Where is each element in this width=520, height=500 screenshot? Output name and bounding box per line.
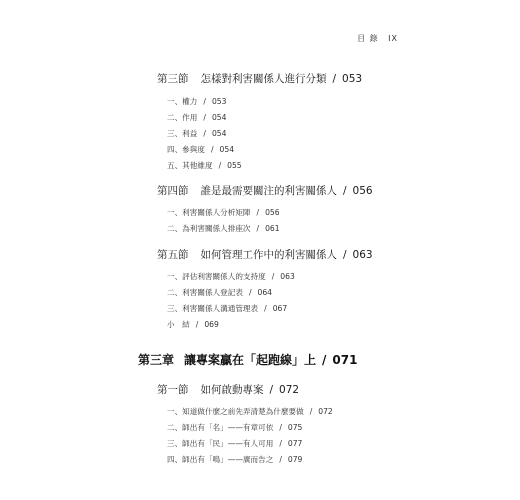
- header-label: 目 錄: [357, 34, 379, 43]
- toc-title: 如何啟動專案: [200, 384, 264, 396]
- toc-page-number: 053: [211, 97, 227, 106]
- toc-item: [167, 319, 219, 330]
- toc-item: [167, 160, 242, 171]
- toc-separator: /: [269, 384, 274, 396]
- toc-item: [167, 303, 287, 314]
- toc-separator: /: [203, 97, 206, 106]
- toc-separator: /: [322, 353, 327, 367]
- toc-title: 三、利益: [167, 129, 198, 138]
- toc-separator: /: [210, 145, 214, 154]
- toc-item: [167, 96, 226, 107]
- toc-page-number: 054: [211, 113, 227, 122]
- toc-page-number: 064: [257, 288, 272, 297]
- toc-separator: /: [279, 423, 282, 432]
- toc-title: 誰是最需要關注的利害關係人: [200, 185, 337, 197]
- toc-separator: /: [218, 161, 222, 170]
- toc-title: 怎樣對利害關係人進行分類: [200, 73, 327, 85]
- toc-separator: /: [264, 304, 267, 313]
- toc-separator: /: [203, 113, 206, 122]
- toc-page-number: 063: [280, 272, 295, 281]
- toc-title: 一、利害關係人分析矩陣: [167, 208, 251, 217]
- toc-page-number: 072: [279, 384, 300, 396]
- toc-item: [167, 454, 302, 465]
- toc-item: [167, 406, 333, 417]
- toc-number: 第四節: [157, 185, 189, 197]
- toc-number: 第三節: [157, 73, 189, 85]
- toc-page-number: 056: [352, 185, 373, 197]
- toc-item: [167, 438, 302, 449]
- toc-title: 一、知道做什麼之前先弄清楚為什麼要做: [167, 407, 304, 416]
- toc-title: 小 結: [167, 320, 190, 329]
- toc-separator: /: [343, 249, 347, 261]
- toc-page-number: 055: [227, 161, 242, 170]
- toc-page-number: 067: [272, 304, 288, 313]
- toc-title: 如何管理工作中的利害關係人: [200, 249, 337, 261]
- toc-section: [157, 382, 299, 397]
- toc-title: 三、師出有「民」——有人可用: [167, 439, 274, 448]
- toc-section: [157, 247, 373, 262]
- toc-title: 五、其他維度: [167, 161, 213, 170]
- toc-title: 讓專案贏在「起跑線」上: [184, 353, 317, 367]
- toc-page-number: 077: [287, 439, 303, 448]
- toc-page-number: 054: [211, 129, 227, 138]
- toc-separator: /: [271, 272, 275, 281]
- toc-item: [167, 223, 280, 234]
- toc-page-number: 054: [219, 145, 235, 154]
- toc-separator: /: [309, 407, 313, 416]
- toc-separator: /: [343, 185, 347, 197]
- toc-page-number: 069: [204, 320, 219, 329]
- toc-separator: /: [195, 320, 199, 329]
- toc-separator: /: [256, 224, 260, 233]
- toc-separator: /: [279, 439, 282, 448]
- toc-title: 二、作用: [167, 113, 198, 122]
- toc-title: 一、權力: [167, 97, 198, 106]
- toc-number: 第一節: [157, 384, 189, 396]
- toc-number: 第三章: [138, 353, 175, 367]
- toc-page-number: 075: [287, 423, 303, 432]
- toc-title: 一、評估利害關係人的支持度: [167, 272, 266, 281]
- toc-item: [167, 271, 295, 282]
- toc-title: 三、利害關係人溝通管理表: [167, 304, 259, 313]
- toc-separator: /: [332, 73, 337, 85]
- toc-page-number: 072: [318, 407, 333, 416]
- toc-separator: /: [248, 288, 252, 297]
- toc-page-number: 063: [352, 249, 373, 261]
- toc-page-number: 061: [265, 224, 280, 233]
- toc-item: [167, 128, 226, 139]
- toc-title: 二、師出有「名」——有章可依: [167, 423, 274, 432]
- toc-title: 二、利害關係人登記表: [167, 288, 243, 297]
- toc-separator: /: [279, 455, 282, 464]
- toc-section: [157, 71, 362, 86]
- toc-item: [167, 287, 272, 298]
- header-page-number: IX: [388, 34, 398, 43]
- toc-page-number: 053: [342, 73, 363, 85]
- toc-page-number: 079: [287, 455, 303, 464]
- toc-title: 二、為利害關係人排座次: [167, 224, 251, 233]
- toc-section: [157, 183, 373, 198]
- toc-chapter: [138, 351, 357, 368]
- toc-separator: /: [256, 208, 260, 217]
- toc-number: 第五節: [157, 249, 189, 261]
- toc-page-number: 056: [265, 208, 280, 217]
- toc-item: [167, 144, 234, 155]
- toc-item: [167, 422, 302, 433]
- toc-page-number: 071: [332, 353, 358, 367]
- toc-separator: /: [203, 129, 206, 138]
- toc-item: [167, 207, 280, 218]
- toc-title: 四、師出有「鳴」——廣而告之: [167, 455, 274, 464]
- toc-item: [167, 112, 226, 123]
- toc-title: 四、參與度: [167, 145, 205, 154]
